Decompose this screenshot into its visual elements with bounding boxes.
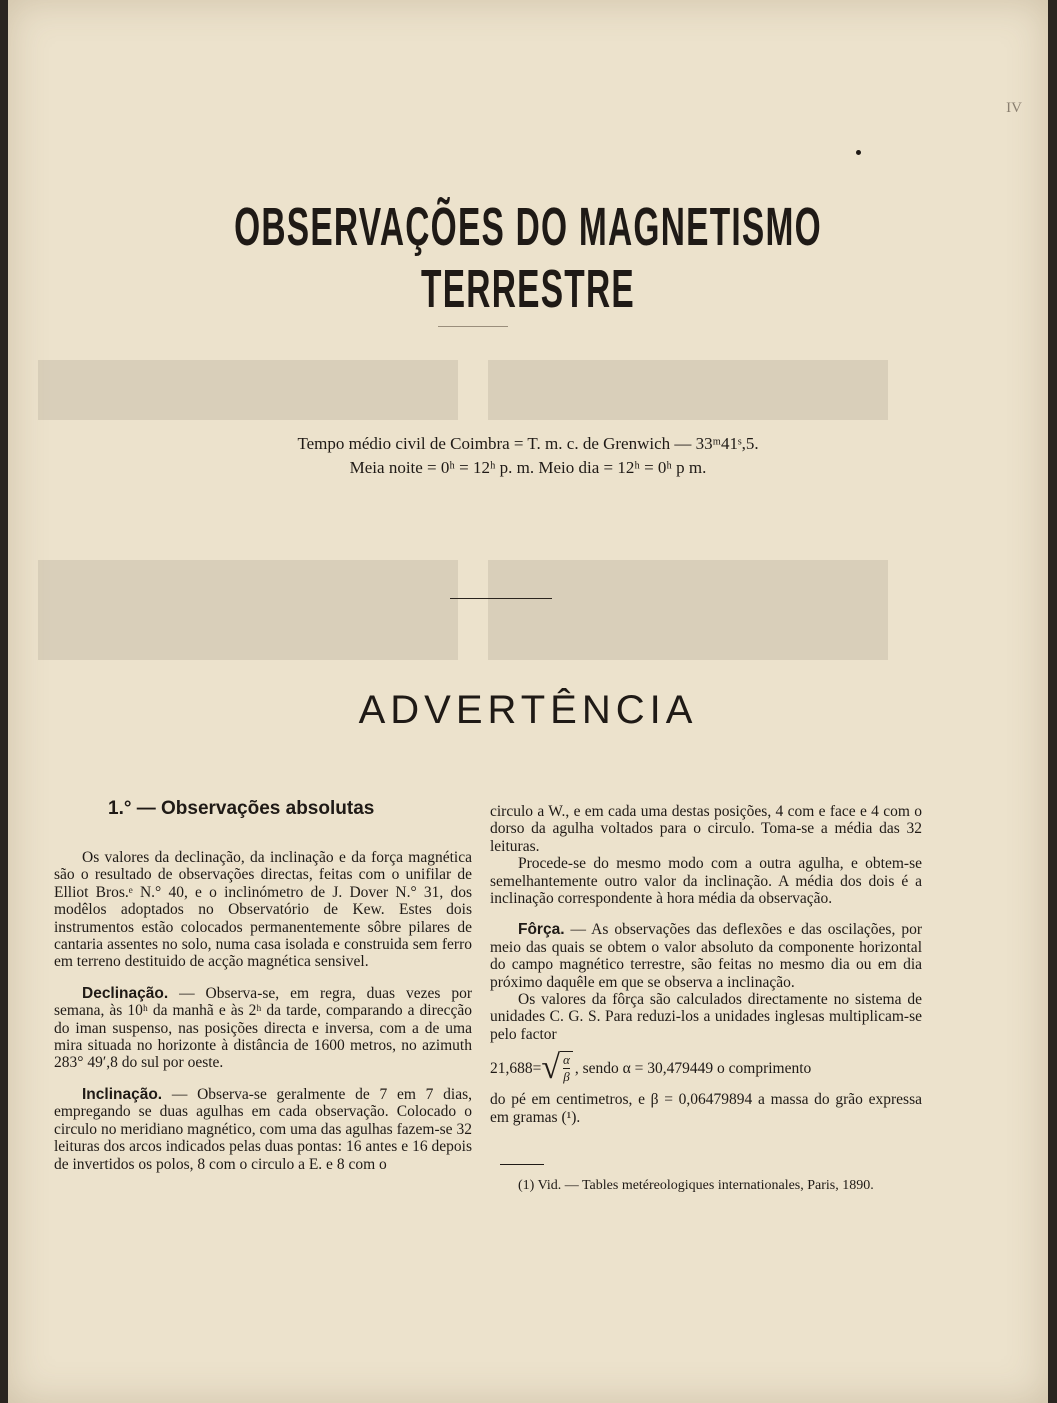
ink-dot xyxy=(856,150,861,155)
right-column xyxy=(490,803,922,1194)
declinacao-text: — Observa-se, em regra, duas vezes por semana, às 10ʰ da manhã e às 2ʰ da tarde, comparando a direcção do iman suspenso, nas posições directa e inversa, com a de uma mira situada no horizonte à distância de 1600 metros, no azimuth 283° 49′,8 do sul por oeste. xyxy=(54,984,472,1072)
inclinacao-paragraph xyxy=(54,1086,472,1173)
forca-heading: Fôrça. xyxy=(518,921,565,939)
page-number: IV xyxy=(1006,100,1022,116)
time-line-1: Tempo médio civil de Coimbra = T. m. c. de Grenwich — 33ᵐ41ˢ,5. xyxy=(297,434,759,453)
time-line-2: Meia noite = 0ʰ = 12ʰ p. m. Meio dia = 12ʰ = 0ʰ p m. xyxy=(349,458,707,477)
time-note xyxy=(8,432,1048,480)
conversion-formula xyxy=(490,1051,922,1085)
title-rule xyxy=(438,326,508,327)
continuation-paragraph: circulo a W., e em cada uma destas posições, 4 com e face e 4 com o dorso da agulha voltados para o circulo. Toma-se a média das 32 leituras. xyxy=(490,803,922,855)
sqrt-sign: √ xyxy=(541,1049,561,1087)
formula-denominator: β xyxy=(563,1069,570,1085)
declinacao-heading: Declinação. xyxy=(82,984,169,1002)
left-column xyxy=(54,849,472,1173)
intro-paragraph: Os valores da declinação, da inclinação e da força magnética são o resultado de observações directas, feitas com o unifilar de Elliot Bros.ᵉ N.° 40, e o inclinómetro de J. Dover N.° 31, dos modêlos adoptados no Observatório de Kew. Estes dois instrumentos estão colocados permanentemente sôbre pilares de cantaria assentes no solo, numa casa isolada e construida sem ferro em terreno destituido de acção magnética sensivel. xyxy=(54,849,472,971)
main-title: OBSERVAÇÕES DO MAGNETISMO TERRESTRE xyxy=(234,197,822,319)
formula-lhs: 21,688= xyxy=(490,1059,542,1077)
subheading: 1.° — Observações absolutas xyxy=(108,798,375,819)
section-rule xyxy=(450,598,552,599)
inclinacao-text: — Observa-se geralmente de 7 em 7 dias, empregando se duas agulhas em cada observação. Colocado o circulo no meridiano magnético, com uma das agulhas fazem-se 32 leituras dos arcos indicados pelas duas pontas: 16 antes e 16 depois de invertidos os polos, 8 com o circulo a E. e 8 com o xyxy=(54,1085,472,1173)
forca-paragraph xyxy=(490,921,922,991)
formula-rest: , sendo α = 30,479449 o comprimento xyxy=(574,1059,812,1077)
forca-text: — As observações das deflexões e das oscilações, por meio das quais se obtem o valor absoluto da componente horizontal do campo magnético terrestre, são feitas no mesmo dia ou em dia próximo daquêle em que se observa a inclinação. xyxy=(490,921,922,991)
document-page xyxy=(8,0,1048,1403)
declinacao-paragraph xyxy=(54,985,472,1072)
formula-fraction xyxy=(560,1051,573,1085)
section-title: ADVERTÊNCIA xyxy=(358,688,698,732)
footnote-rule xyxy=(500,1164,544,1165)
units-paragraph: Os valores da fôrça são calculados directamente no sistema de unidades C. G. S. Para reduzi-los a unidades inglesas multiplicam-se pelo factor xyxy=(490,991,922,1043)
units-paragraph-end: do pé em centimetros, e β = 0,06479894 a massa do grão expressa em gramas (¹). xyxy=(490,1091,922,1126)
inclinacao-heading: Inclinação. xyxy=(82,1085,163,1103)
footnote: (1) Vid. — Tables metéreologiques internationales, Paris, 1890. xyxy=(518,1178,874,1194)
formula-numerator: α xyxy=(563,1052,570,1068)
second-needle-paragraph: Procede-se do mesmo modo com a outra agulha, e obtem-se semelhantemente outro valor da inclinação. A média dos dois é a inclinação correspondente à hora média da observação. xyxy=(490,855,922,908)
